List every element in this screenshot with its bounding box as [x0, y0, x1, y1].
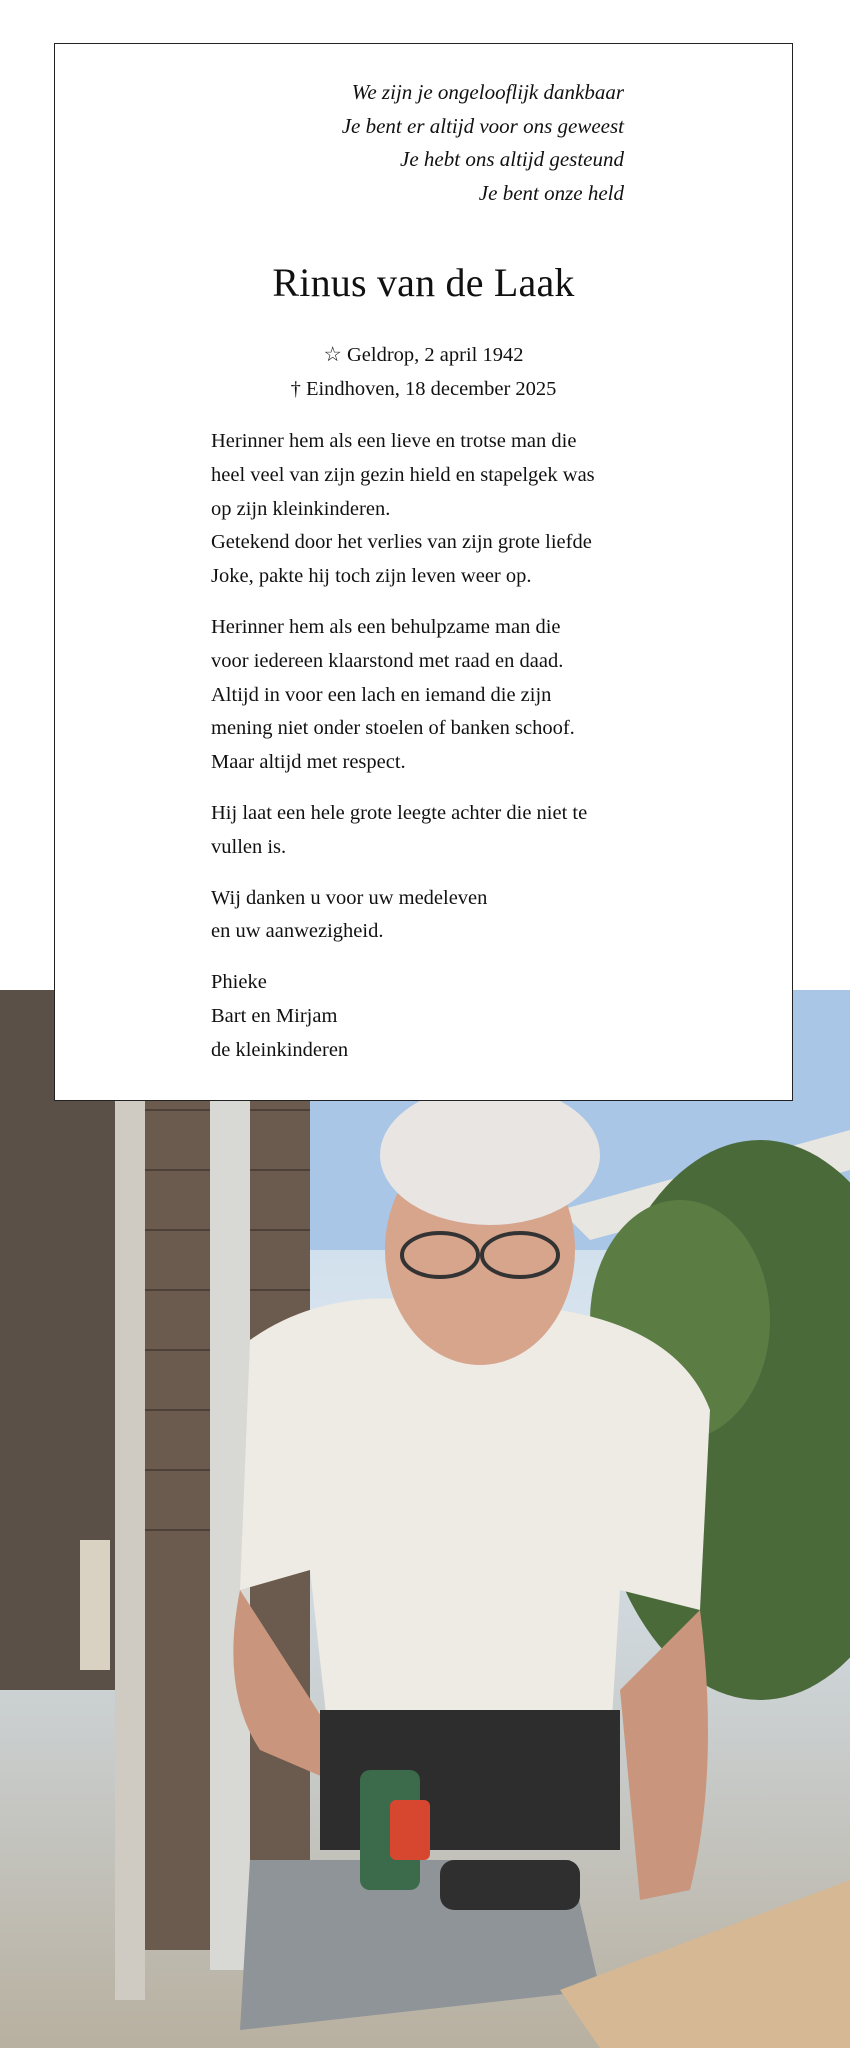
paragraph — [211, 882, 651, 950]
poem-line: We zijn je ongelooflijk dankbaar — [351, 80, 624, 104]
poem-line: Je hebt ons altijd gesteund — [400, 147, 624, 171]
memorial-card — [54, 43, 793, 1101]
paragraph-line: Hij laat een hele grote leegte achter die niet te — [211, 801, 588, 824]
signature-line: Bart en Mirjam — [211, 1004, 338, 1027]
paragraph-line: Getekend door het verlies van zijn grote liefde — [211, 531, 592, 554]
paragraph — [211, 797, 651, 865]
paragraph-line: Herinner hem als een behulpzame man die — [211, 615, 561, 638]
signature-line: de kleinkinderen — [211, 1038, 349, 1061]
signatures — [211, 966, 651, 1067]
paragraph-line: heel veel van zijn gezin hield en stapelgek was — [211, 463, 595, 486]
paragraph-line: op zijn kleinkinderen. — [211, 497, 391, 520]
poem-line: Je bent onze held — [478, 180, 624, 205]
paragraph-line: Altijd in voor een lach en iemand die zijn — [211, 683, 552, 706]
paragraph-line: en uw aanwezigheid. — [211, 920, 384, 943]
photo-illustration — [0, 990, 850, 2048]
paragraph-line: voor iedereen klaarstond met raad en daad. — [211, 649, 564, 672]
birth-line: ☆ Geldrop, 2 april 1942 — [323, 344, 524, 366]
message-body — [211, 425, 651, 1085]
signature-line: Phieke — [211, 971, 267, 994]
poem — [342, 76, 624, 210]
paragraph-line: Maar altijd met respect. — [211, 751, 406, 774]
paragraph-line: vullen is. — [211, 835, 287, 858]
poem-line: Je bent er altijd voor ons geweest — [341, 113, 624, 138]
life-dates — [55, 338, 792, 406]
paragraph-line: Wij danken u voor uw medeleven — [211, 886, 488, 909]
deceased-name: Rinus van de Laak — [272, 260, 575, 305]
death-line: † Eindhoven, 18 december 2025 — [290, 378, 557, 400]
paragraph-line: Herinner hem als een lieve en trotse man die — [211, 430, 577, 452]
paragraph — [211, 611, 651, 780]
paragraph-line: mening niet onder stoelen of banken schoof. — [211, 717, 575, 740]
paragraph — [211, 425, 651, 594]
memorial-photo — [0, 990, 850, 2048]
paragraph-line: Joke, pakte hij toch zijn leven weer op. — [211, 565, 532, 588]
